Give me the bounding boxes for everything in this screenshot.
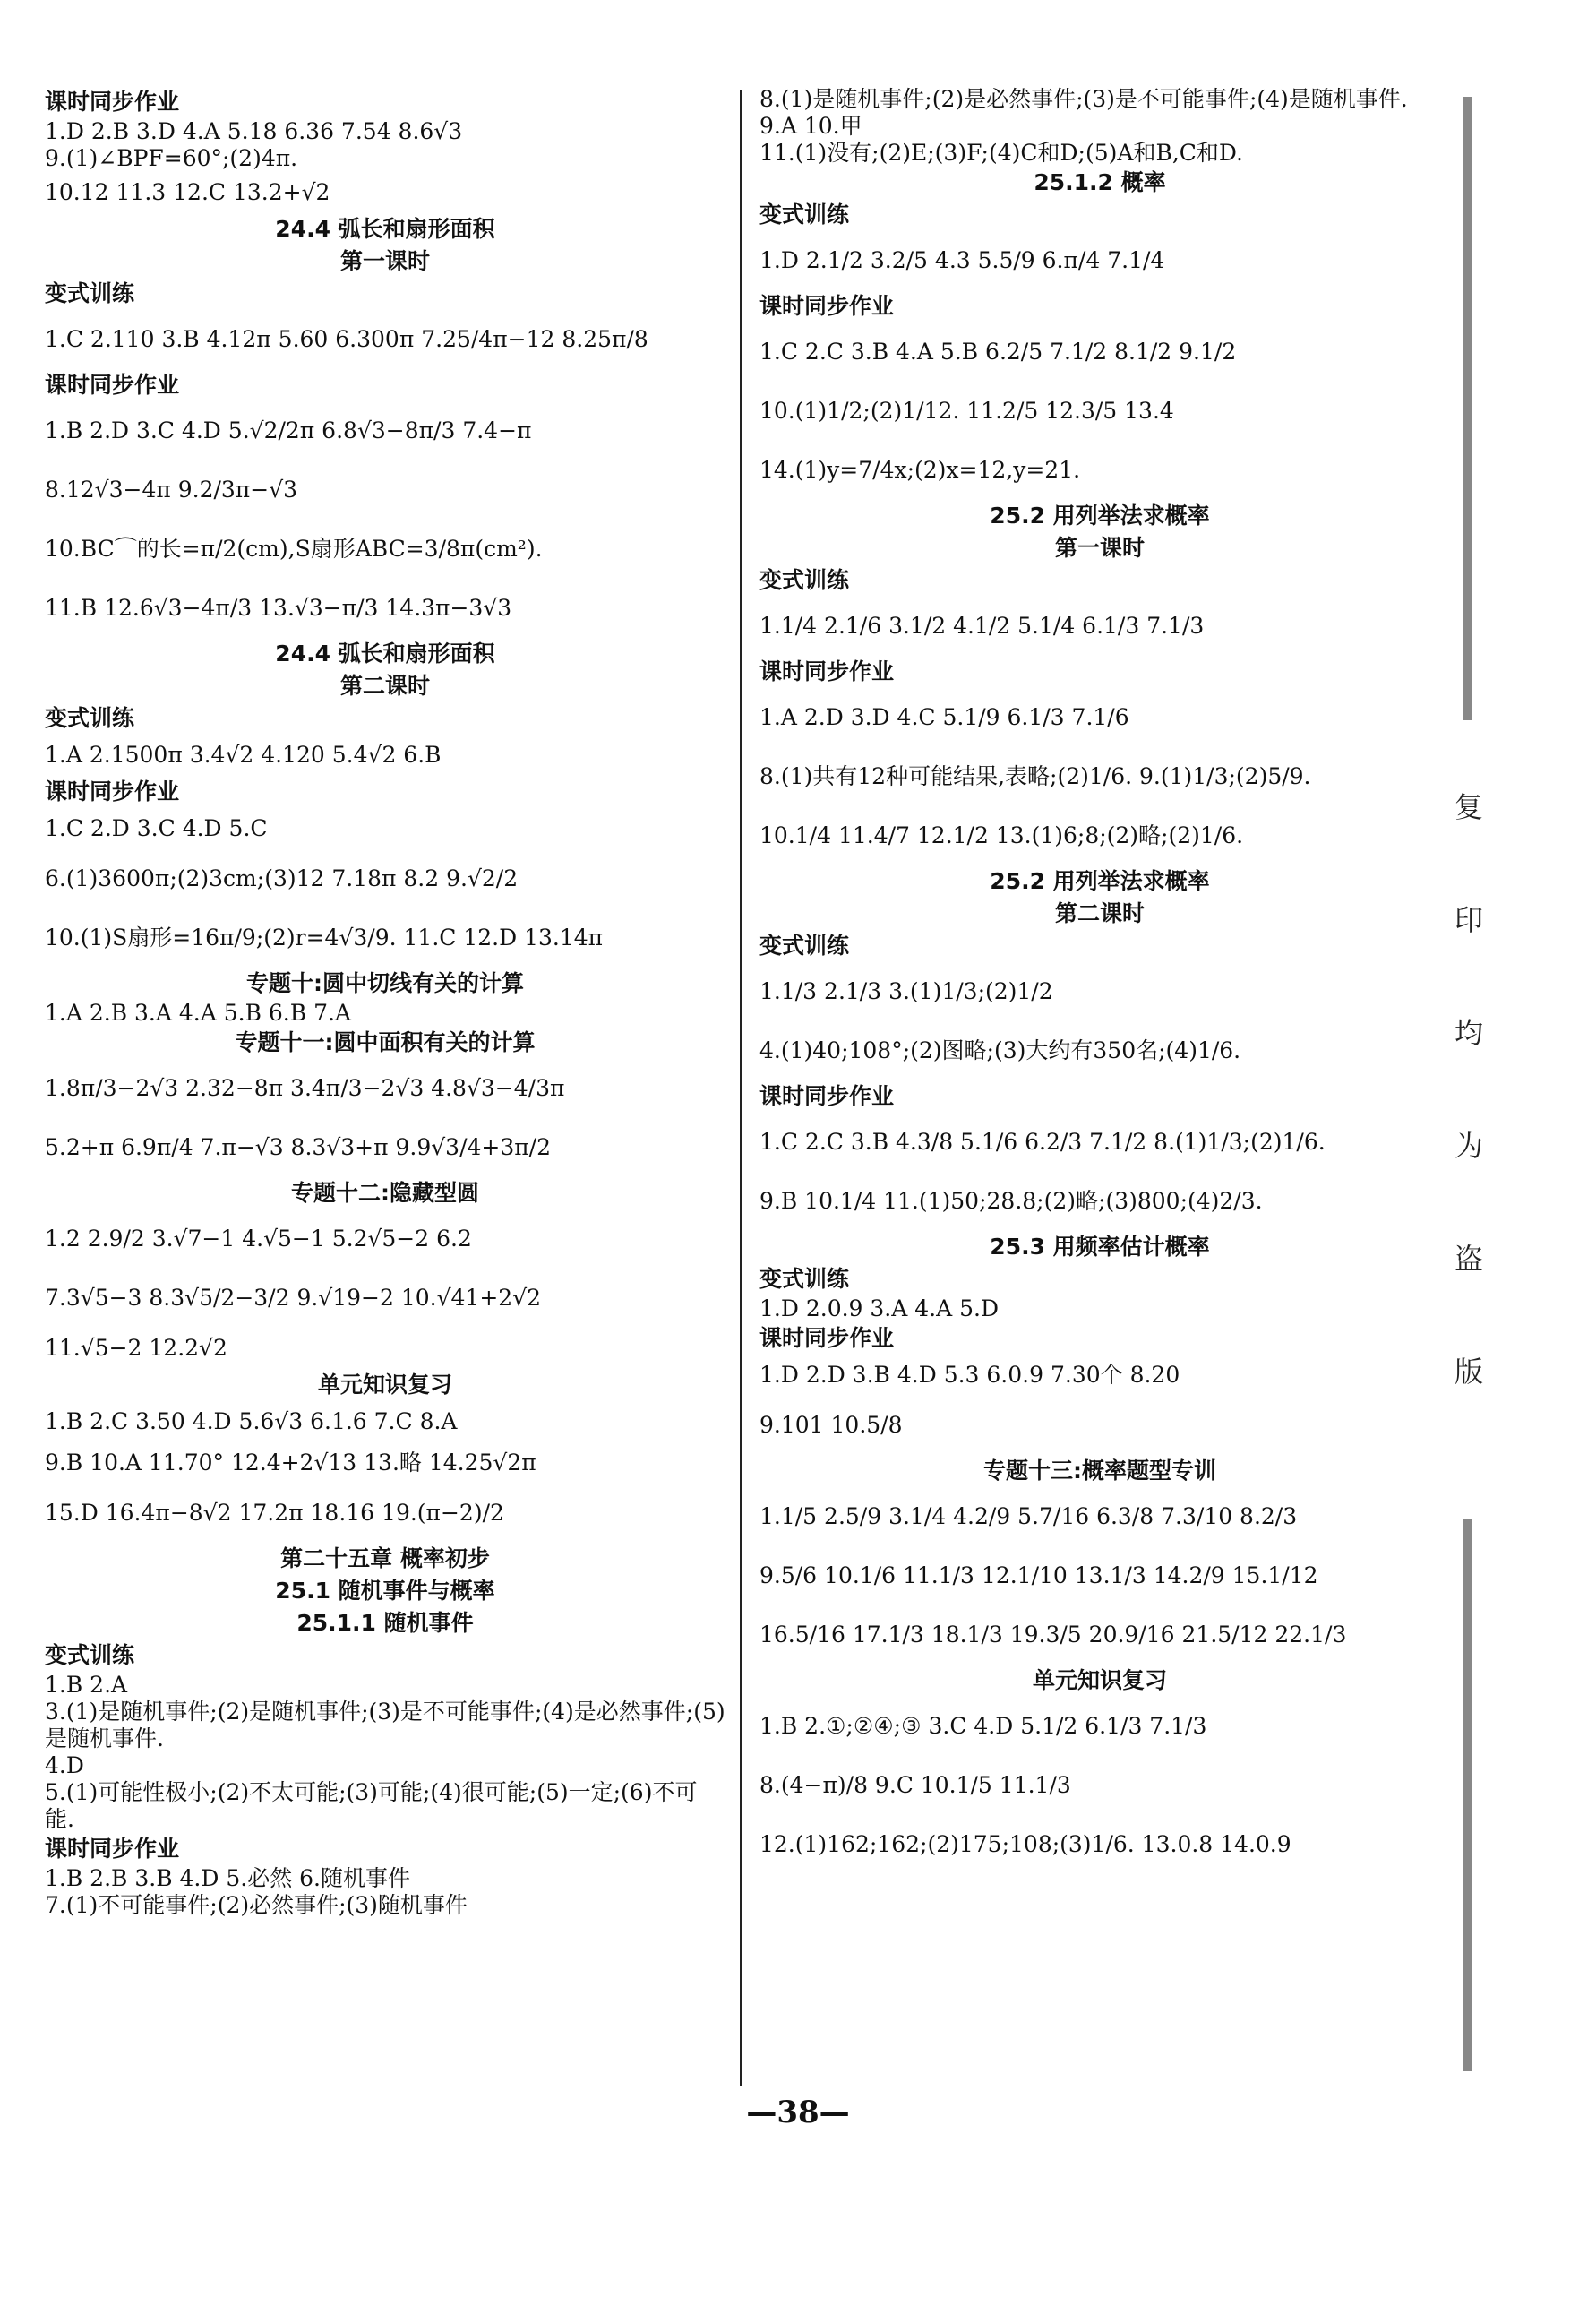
answer-line: 1.1/5 2.5/9 3.1/4 4.2/9 5.7/16 6.3/8 7.3/10 8.2/3 bbox=[759, 1503, 1298, 1529]
section-title: 25.1.1 随机事件 bbox=[296, 1610, 474, 1636]
side-notice-char: 均 bbox=[1454, 1016, 1483, 1050]
side-bar-top bbox=[1463, 97, 1472, 720]
section-heading: 课时同步作业 bbox=[45, 1836, 180, 1862]
answer-line: 1.B 2.A bbox=[45, 1672, 128, 1698]
side-notice-char: 版 bbox=[1454, 1355, 1483, 1389]
right-column bbox=[759, 86, 1440, 1874]
side-notice-char: 印 bbox=[1454, 903, 1483, 937]
answer-line: 1.2 2.9/2 3.√7−1 4.√5−1 5.2√5−2 6.2 bbox=[45, 1226, 472, 1252]
section-title: 单元知识复习 bbox=[317, 1372, 452, 1398]
section-title: 第二课时 bbox=[1054, 900, 1145, 926]
answer-line: 9.B 10.A 11.70° 12.4+2√13 13.略 14.25√2π bbox=[45, 1450, 536, 1476]
section-heading: 变式训练 bbox=[45, 1642, 135, 1668]
answer-line: 10.BC⌒的长=π/2(cm),S扇形ABC=3/8π(cm²). bbox=[45, 536, 543, 562]
section-title: 25.1.2 概率 bbox=[1034, 169, 1166, 195]
answer-line: 8.12√3−4π 9.2/3π−√3 bbox=[45, 477, 298, 503]
answer-line: 8.(1)是随机事件;(2)是必然事件;(3)是不可能事件;(4)是随机事件. bbox=[759, 86, 1408, 112]
section-title: 专题十一:圆中面积有关的计算 bbox=[235, 1029, 536, 1055]
side-notice-char: 复 bbox=[1454, 790, 1483, 824]
section-title: 24.4 弧长和扇形面积 bbox=[275, 641, 495, 667]
answer-line: 1.D 2.1/2 3.2/5 4.3 5.5/9 6.π/4 7.1/4 bbox=[759, 247, 1165, 273]
answer-line: 1.A 2.B 3.A 4.A 5.B 6.B 7.A bbox=[45, 1000, 351, 1026]
section-title: 25.3 用频率估计概率 bbox=[990, 1234, 1210, 1260]
answer-line: 1.B 2.①;②④;③ 3.C 4.D 5.1/2 6.1/3 7.1/3 bbox=[759, 1713, 1207, 1739]
answer-line: 9.5/6 10.1/6 11.1/3 12.1/10 13.1/3 14.2/9 15.1/12 bbox=[759, 1562, 1318, 1588]
section-heading: 变式训练 bbox=[759, 1266, 850, 1292]
answer-line: 1.B 2.D 3.C 4.D 5.√2/2π 6.8√3−8π/3 7.4−π bbox=[45, 417, 532, 443]
section-title: 专题十:圆中切线有关的计算 bbox=[246, 970, 524, 996]
section-heading: 课时同步作业 bbox=[759, 658, 895, 684]
column-divider bbox=[740, 90, 742, 2086]
answer-line: 7.(1)不可能事件;(2)必然事件;(3)随机事件 bbox=[45, 1892, 468, 1918]
answer-line: 10.(1)S扇形=16π/9;(2)r=4√3/9. 11.C 12.D 13.14π bbox=[45, 925, 604, 951]
answer-line: 1.C 2.D 3.C 4.D 5.C bbox=[45, 815, 268, 841]
section-title: 24.4 弧长和扇形面积 bbox=[275, 216, 495, 242]
section-heading: 课时同步作业 bbox=[45, 779, 180, 805]
answer-line: 6.(1)3600π;(2)3cm;(3)12 7.18π 8.2 9.√2/2 bbox=[45, 865, 519, 891]
answer-line: 1.A 2.1500π 3.4√2 4.120 5.4√2 6.B bbox=[45, 742, 442, 768]
answer-line: 1.A 2.D 3.D 4.C 5.1/9 6.1/3 7.1/6 bbox=[759, 704, 1129, 730]
section-heading: 课时同步作业 bbox=[45, 89, 180, 115]
side-notice-char: 为 bbox=[1454, 1129, 1483, 1163]
answer-line: 15.D 16.4π−8√2 17.2π 18.16 19.(π−2)/2 bbox=[45, 1500, 504, 1526]
answer-line: 11.B 12.6√3−4π/3 13.√3−π/3 14.3π−3√3 bbox=[45, 595, 512, 621]
answer-line: 8.(4−π)/8 9.C 10.1/5 11.1/3 bbox=[759, 1772, 1071, 1798]
answer-line: 4.D bbox=[45, 1752, 84, 1778]
answer-line: 5.2+π 6.9π/4 7.π−√3 8.3√3+π 9.9√3/4+3π/2 bbox=[45, 1134, 552, 1160]
section-title: 25.1 随机事件与概率 bbox=[275, 1578, 495, 1604]
answer-line: 1.1/4 2.1/6 3.1/2 4.1/2 5.1/4 6.1/3 7.1/3 bbox=[759, 613, 1205, 639]
section-title: 专题十三:概率题型专训 bbox=[983, 1458, 1216, 1484]
answer-line: 9.101 10.5/8 bbox=[759, 1412, 903, 1438]
answer-line: 14.(1)y=7/4x;(2)x=12,y=21. bbox=[759, 457, 1081, 483]
section-title: 第二十五章 概率初步 bbox=[280, 1545, 490, 1571]
answer-line: 11.(1)没有;(2)E;(3)F;(4)C和D;(5)A和B,C和D. bbox=[759, 140, 1243, 166]
answer-line: 7.3√5−3 8.3√5/2−3/2 9.√19−2 10.√41+2√2 bbox=[45, 1285, 542, 1311]
section-title: 第一课时 bbox=[1054, 535, 1145, 561]
answer-line: 8.(1)共有12种可能结果,表略;(2)1/6. 9.(1)1/3;(2)5/9. bbox=[759, 763, 1311, 789]
section-title: 第一课时 bbox=[339, 248, 430, 274]
section-title: 单元知识复习 bbox=[1032, 1667, 1167, 1693]
answer-line: 5.(1)可能性极小;(2)不太可能;(3)可能;(4)很可能;(5)一定;(6)不可能. bbox=[45, 1779, 698, 1832]
answer-line: 11.√5−2 12.2√2 bbox=[45, 1335, 227, 1361]
answer-line: 12.(1)162;162;(2)175;108;(3)1/6. 13.0.8 14.0.9 bbox=[759, 1831, 1291, 1857]
answer-line: 9.A 10.甲 bbox=[759, 113, 862, 139]
left-column bbox=[45, 86, 725, 1919]
answer-line: 9.B 10.1/4 11.(1)50;28.8;(2)略;(3)800;(4)2/3. bbox=[759, 1188, 1263, 1214]
answer-line: 1.D 2.0.9 3.A 4.A 5.D bbox=[759, 1295, 1000, 1321]
section-title: 第二课时 bbox=[339, 673, 430, 699]
section-heading: 课时同步作业 bbox=[759, 1325, 895, 1351]
answer-line: 10.(1)1/2;(2)1/12. 11.2/5 12.3/5 13.4 bbox=[759, 398, 1174, 424]
section-title: 25.2 用列举法求概率 bbox=[990, 868, 1210, 894]
answer-line: 16.5/16 17.1/3 18.1/3 19.3/5 20.9/16 21.5/12 22.1/3 bbox=[759, 1622, 1347, 1648]
answer-line: 10.1/4 11.4/7 12.1/2 13.(1)6;8;(2)略;(2)1/6. bbox=[759, 822, 1244, 848]
answer-line: 1.C 2.C 3.B 4.A 5.B 6.2/5 7.1/2 8.1/2 9.1/2 bbox=[759, 339, 1237, 365]
answer-line: 1.B 2.C 3.50 4.D 5.6√3 6.1.6 7.C 8.A bbox=[45, 1408, 458, 1434]
answer-line: 1.D 2.D 3.B 4.D 5.3 6.0.9 7.30个 8.20 bbox=[759, 1362, 1180, 1388]
side-notice-char: 盗 bbox=[1454, 1242, 1483, 1276]
page-number: —38— bbox=[746, 2095, 850, 2130]
answer-line: 1.C 2.110 3.B 4.12π 5.60 6.300π 7.25/4π−12 8.25π/8 bbox=[45, 326, 648, 352]
section-title: 专题十二:隐藏型圆 bbox=[291, 1180, 479, 1206]
section-heading: 变式训练 bbox=[759, 933, 850, 959]
answer-line: 1.1/3 2.1/3 3.(1)1/3;(2)1/2 bbox=[759, 978, 1053, 1004]
answer-line: 1.B 2.B 3.B 4.D 5.必然 6.随机事件 bbox=[45, 1865, 411, 1891]
answer-line: 4.(1)40;108°;(2)图略;(3)大约有350名;(4)1/6. bbox=[759, 1037, 1241, 1063]
side-bar-bottom bbox=[1463, 1519, 1472, 2071]
section-heading: 变式训练 bbox=[45, 280, 135, 306]
section-title: 25.2 用列举法求概率 bbox=[990, 503, 1210, 529]
answer-line: 9.(1)∠BPF=60°;(2)4π. bbox=[45, 145, 298, 171]
answer-line: 3.(1)是随机事件;(2)是随机事件;(3)是不可能事件;(4)是必然事件;(5)是随机事件. bbox=[45, 1699, 725, 1751]
section-heading: 课时同步作业 bbox=[759, 293, 895, 319]
section-heading: 变式训练 bbox=[45, 705, 135, 731]
answer-line: 1.8π/3−2√3 2.32−8π 3.4π/3−2√3 4.8√3−4/3π bbox=[45, 1075, 565, 1101]
section-heading: 课时同步作业 bbox=[759, 1083, 895, 1109]
section-heading: 变式训练 bbox=[759, 202, 850, 228]
answer-line: 1.D 2.B 3.D 4.A 5.18 6.36 7.54 8.6√3 bbox=[45, 118, 463, 144]
section-heading: 课时同步作业 bbox=[45, 372, 180, 398]
answer-line: 1.C 2.C 3.B 4.3/8 5.1/6 6.2/3 7.1/2 8.(1)1/3;(2)1/6. bbox=[759, 1129, 1326, 1155]
section-heading: 变式训练 bbox=[759, 567, 850, 593]
answer-line: 10.12 11.3 12.C 13.2+√2 bbox=[45, 179, 330, 205]
